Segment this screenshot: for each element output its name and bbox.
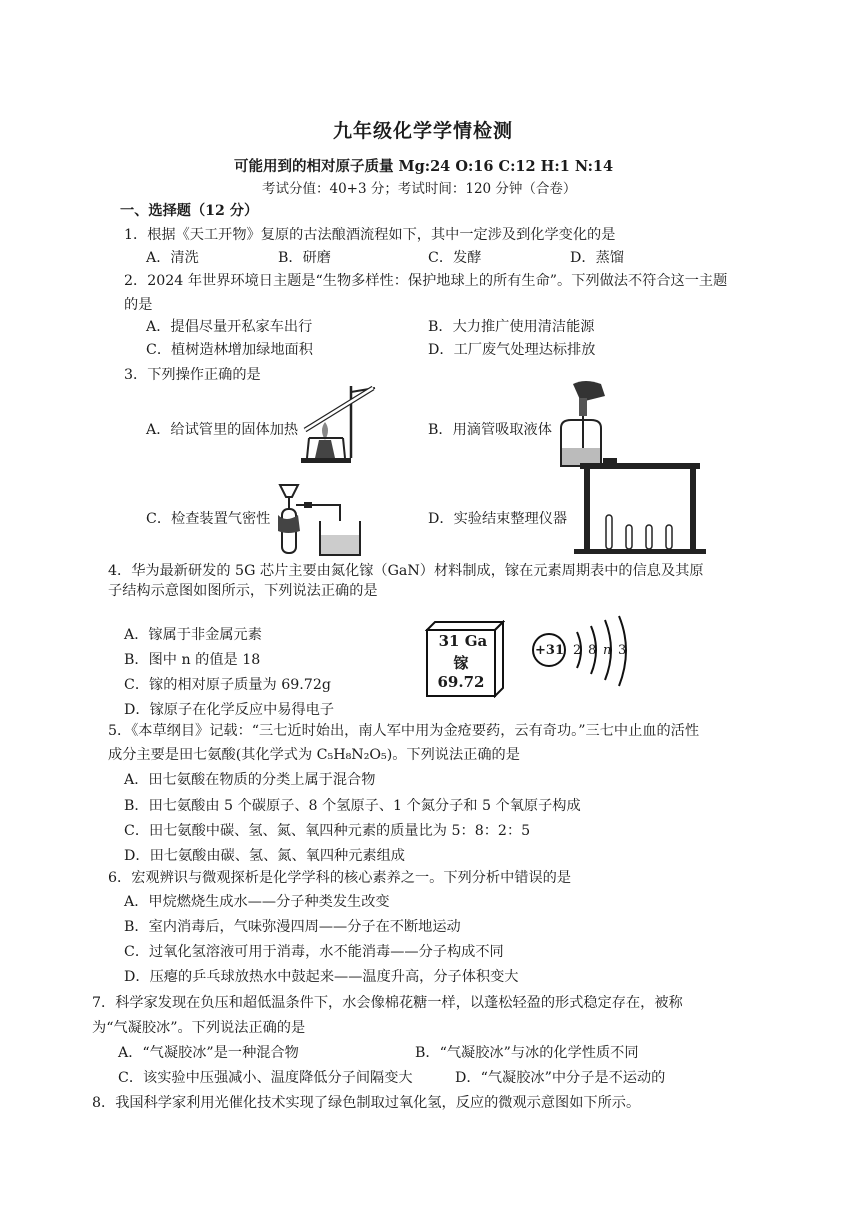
q7-option-c: C．该实验中压强减小、温度降低分子间隔变大 xyxy=(118,1070,413,1086)
nucleus-charge: +31 xyxy=(535,643,564,658)
q8-stem: 8．我国科学家利用光催化技术实现了绿色制取过氧化氢，反应的微观示意图如下所示。 xyxy=(92,1095,641,1111)
q6-option-a: A．甲烷燃烧生成水——分子种类发生改变 xyxy=(124,894,390,910)
shell-4: 3 xyxy=(618,643,627,658)
q5-option-a: A．田七氨酸在物质的分类上属于混合物 xyxy=(124,772,376,788)
q6-option-c: C．过氧化氢溶液可用于消毒，水不能消毒——分子构成不同 xyxy=(124,944,504,960)
q5-stem-line1: 5．《本草纲目》记载：“三七近时始出，南人军中用为金疮要药，云有奇功。”三七中止血的活性 xyxy=(108,723,700,739)
q5-option-b: B．田七氨酸由 5 个碳原子、8 个氢原子、1 个氮分子和 5 个氧原子构成 xyxy=(124,798,581,814)
airtightness-illustration xyxy=(270,475,380,560)
element-mass: 69.72 xyxy=(437,673,485,691)
q3-option-c: C．检查装置气密性 xyxy=(146,511,271,527)
q2-option-c: C．植树造林增加绿地面积 xyxy=(146,342,313,358)
q3-option-a: A．给试管里的固体加热 xyxy=(146,422,299,438)
q2-stem-line1: 2．2024 年世界环境日主题是“生物多样性：保护地球上的所有生命”。下列做法不符合这一主题 xyxy=(124,273,728,289)
q2-stem-line2: 的是 xyxy=(124,297,153,313)
element-symbol: Ga xyxy=(464,632,488,650)
section-heading: 一、选择题（12 分） xyxy=(120,203,259,219)
q4-option-d: D．镓原子在化学反应中易得电子 xyxy=(124,702,335,718)
q7-stem-line2: 为“气凝胶冰”。下列说法正确的是 xyxy=(92,1020,306,1036)
q7-option-b: B．“气凝胶冰”与冰的化学性质不同 xyxy=(415,1045,639,1061)
shell-2: 8 xyxy=(588,643,597,658)
q2-option-d: D．工厂废气处理达标排放 xyxy=(428,342,596,358)
q7-stem-line1: 7．科学家发现在负压和超低温条件下，水会像棉花糖一样，以蓬松轻盈的形式稳定存在，被称 xyxy=(92,995,683,1011)
page-title: 九年级化学学情检测 xyxy=(333,120,514,142)
q1-option-b: B．研磨 xyxy=(278,250,331,266)
q4-stem-line1: 4．华为最新研发的 5G 芯片主要由氮化镓（GaN）材料制成，镓在元素周期表中的信息及其原 xyxy=(108,563,704,579)
q3-stem: 3．下列操作正确的是 xyxy=(124,367,261,383)
shell-1: 2 xyxy=(573,643,582,658)
q7-option-d: D．“气凝胶冰”中分子是不运动的 xyxy=(455,1070,666,1086)
shell-3: n xyxy=(603,643,612,658)
q1-option-a: A．清洗 xyxy=(146,250,199,266)
q4-stem-line2: 子结构示意图如图所示，下列说法正确的是 xyxy=(108,583,378,599)
q5-option-c: C．田七氨酸中碳、氢、氮、氧四种元素的质量比为 5：8：2：5 xyxy=(124,823,531,839)
q5-option-d: D．田七氨酸由碳、氢、氮、氧四种元素组成 xyxy=(124,848,405,864)
q1-option-c: C．发酵 xyxy=(428,250,482,266)
q1-stem: 1．根据《天工开物》复原的古法酿酒流程如下，其中一定涉及到化学变化的是 xyxy=(124,227,616,243)
q6-stem: 6．宏观辨识与微观探析是化学学科的核心素养之一。下列分析中错误的是 xyxy=(108,870,572,886)
q4-option-b: B．图中 n 的值是 18 xyxy=(124,652,261,668)
q4-option-c: C．镓的相对原子质量为 69.72g xyxy=(124,677,331,693)
element-name: 镓 xyxy=(453,654,469,672)
atomic-mass-line: 可能用到的相对原子质量 Mg:24 O:16 C:12 H:1 N:14 xyxy=(234,158,614,175)
heating-tube-illustration xyxy=(295,378,385,468)
q2-option-a: A．提倡尽量开私家车出行 xyxy=(146,319,313,335)
q7-option-a: A．“气凝胶冰”是一种混合物 xyxy=(118,1045,299,1061)
q6-option-d: D．压瘪的乒乓球放热水中鼓起来——温度升高，分子体积变大 xyxy=(124,969,519,985)
q5-stem-line2: 成分主要是田七氨酸(其化学式为 C₅H₈N₂O₅)。下列说法正确的是 xyxy=(108,747,520,763)
q1-option-d: D．蒸馏 xyxy=(570,250,624,266)
q3-option-d: D．实验结束整理仪器 xyxy=(428,511,568,527)
exam-info: 考试分值：40+3 分；考试时间：120 分钟（合卷） xyxy=(262,181,577,197)
element-number: 31 xyxy=(438,632,460,650)
q4-option-a: A．镓属于非金属元素 xyxy=(124,627,262,643)
q3-option-b: B．用滴管吸取液体 xyxy=(428,422,552,438)
lab-rack-illustration xyxy=(570,455,710,555)
q6-option-b: B．室内消毒后，气味弥漫四周——分子在不断地运动 xyxy=(124,919,461,935)
q2-option-b: B．大力推广使用清洁能源 xyxy=(428,319,595,335)
